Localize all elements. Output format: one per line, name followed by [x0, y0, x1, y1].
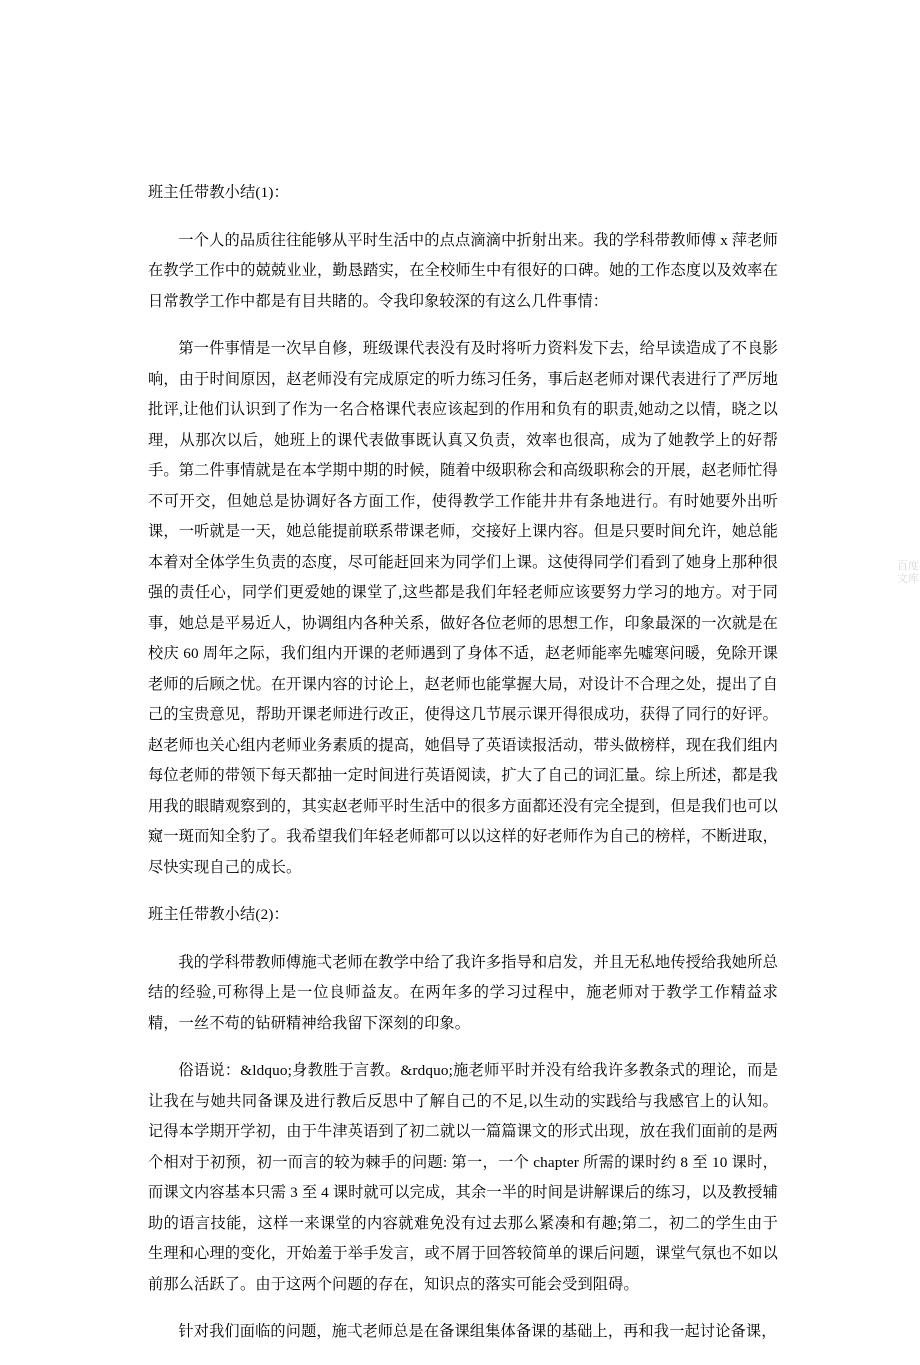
paragraph-1: 一个人的品质往往能够从平时生活中的点点滴滴中折射出来。我的学科带教师傅 x 萍老师在教学工作中的兢兢业业，勤恳踏实，在全校师生中有很好的口碑。她的工作态度以及效率在日常教学工作中都是有目共睹的。令我印象较深的有这么几件事情： — [148, 231, 778, 310]
document-body — [148, 178, 778, 1365]
section-heading-2: 班主任带教小结(2)： — [148, 906, 289, 923]
paragraph-2: 第一件事情是一次早自修，班级课代表没有及时将听力资料发下去，给早读造成了不良影响，由于时间原因，赵老师没有完成原定的听力练习任务，事后赵老师对课代表进行了严厉地批评,让他们认识到了作为一名合格课代表应该起到的作用和负有的职责,她动之以情，晓之以理，从那次以后，她班上的课代表做事既认真又负责，效率也很高，成为了她教学上的好帮手。第二件事情就是在本学期中期的时候，随着中级职称会和高级职称会的开展，赵老师忙得不可开交，但她总是协调好各方面工作，使得教学工作能井井有条地进行。有时她要外出听课，一听就是一天，她总能提前联系带课老师，交接好上课内容。但是只要时间允许，她总能本着对全体学生负责的态度，尽可能赶回来为同学们上课。这使得同学们看到了她身上那种很强的责任心，同学们更爱她的课堂了,这些都是我们年轻老师应该要努力学习的地方。对于同事，她总是平易近人，协调组内各种关系，做好各位老师的思想工作，印象最深的一次就是在校庆 60 周年之际，我们组内开课的老师遇到了身体不适，赵老师能率先嘘寒问暖，免除开课老师的后顾之忧。在开课内容的讨论上，赵老师也能掌握大局，对设计不合理之处，提出了自己的宝贵意见，帮助开课老师进行改正，使得这几节展示课开得很成功，获得了同行的好评。赵老师也关心组内老师业务素质的提高，她倡导了英语读报活动，带头做榜样，现在我们组内每位老师的带领下每天都抽一定时间进行英语阅读，扩大了自己的词汇量。综上所述，都是我用我的眼睛观察到的，其实赵老师平时生活中的很多方面都还没有完全提到，但是我们也可以窥一斑而知全豹了。我希望我们年轻老师都可以以这样的好老师作为自己的榜样，不断进取，尽快实现自己的成长。 — [148, 340, 778, 876]
section-heading-1: 班主任带教小结(1)： — [148, 184, 289, 201]
paragraph-3: 我的学科带教师傅施弌老师在教学中给了我许多指导和启发，并且无私地传授给我她所总结的经验,可称得上是一位良师益友。在两年多的学习过程中，施老师对于教学工作精益求精，一丝不苟的钻研精神给我留下深刻的印象。 — [148, 953, 778, 1032]
watermark-text: 百度文库 — [897, 560, 919, 585]
paragraph-5: 针对我们面临的问题，施弌老师总是在备课组集体备课的基础上，再和我一起讨论备课， — [178, 1323, 777, 1340]
paragraph-4: 俗语说：&ldquo;身教胜于言教。&rdquo;施老师平时并没有给我许多教条式的理论，而是让我在与她共同备课及进行教后反思中了解自己的不足,以生动的实践给与我感官上的认知。记得本学期开学初，由于牛津英语到了初二就以一篇篇课文的形式出现，放在我们面前的是两个相对于初预，初一而言的较为棘手的问题: 第一，一个 chapter 所需的课时约 8 至 10 课时，而课文内容基本只需 3 至 4 课时就可以完成，其余一半的时间是讲解课后的练习，以及教授辅助的语言技能，这样一来课堂的内容就难免没有过去那么紧凑和有趣;第二，初二的学生由于生理和心理的变化，开始羞于举手发言，或不屑于回答较简单的课后问题，课堂气氛也不如以前那么活跃了。由于这两个问题的存在，知识点的落实可能会受到阻碍。 — [148, 1062, 778, 1293]
